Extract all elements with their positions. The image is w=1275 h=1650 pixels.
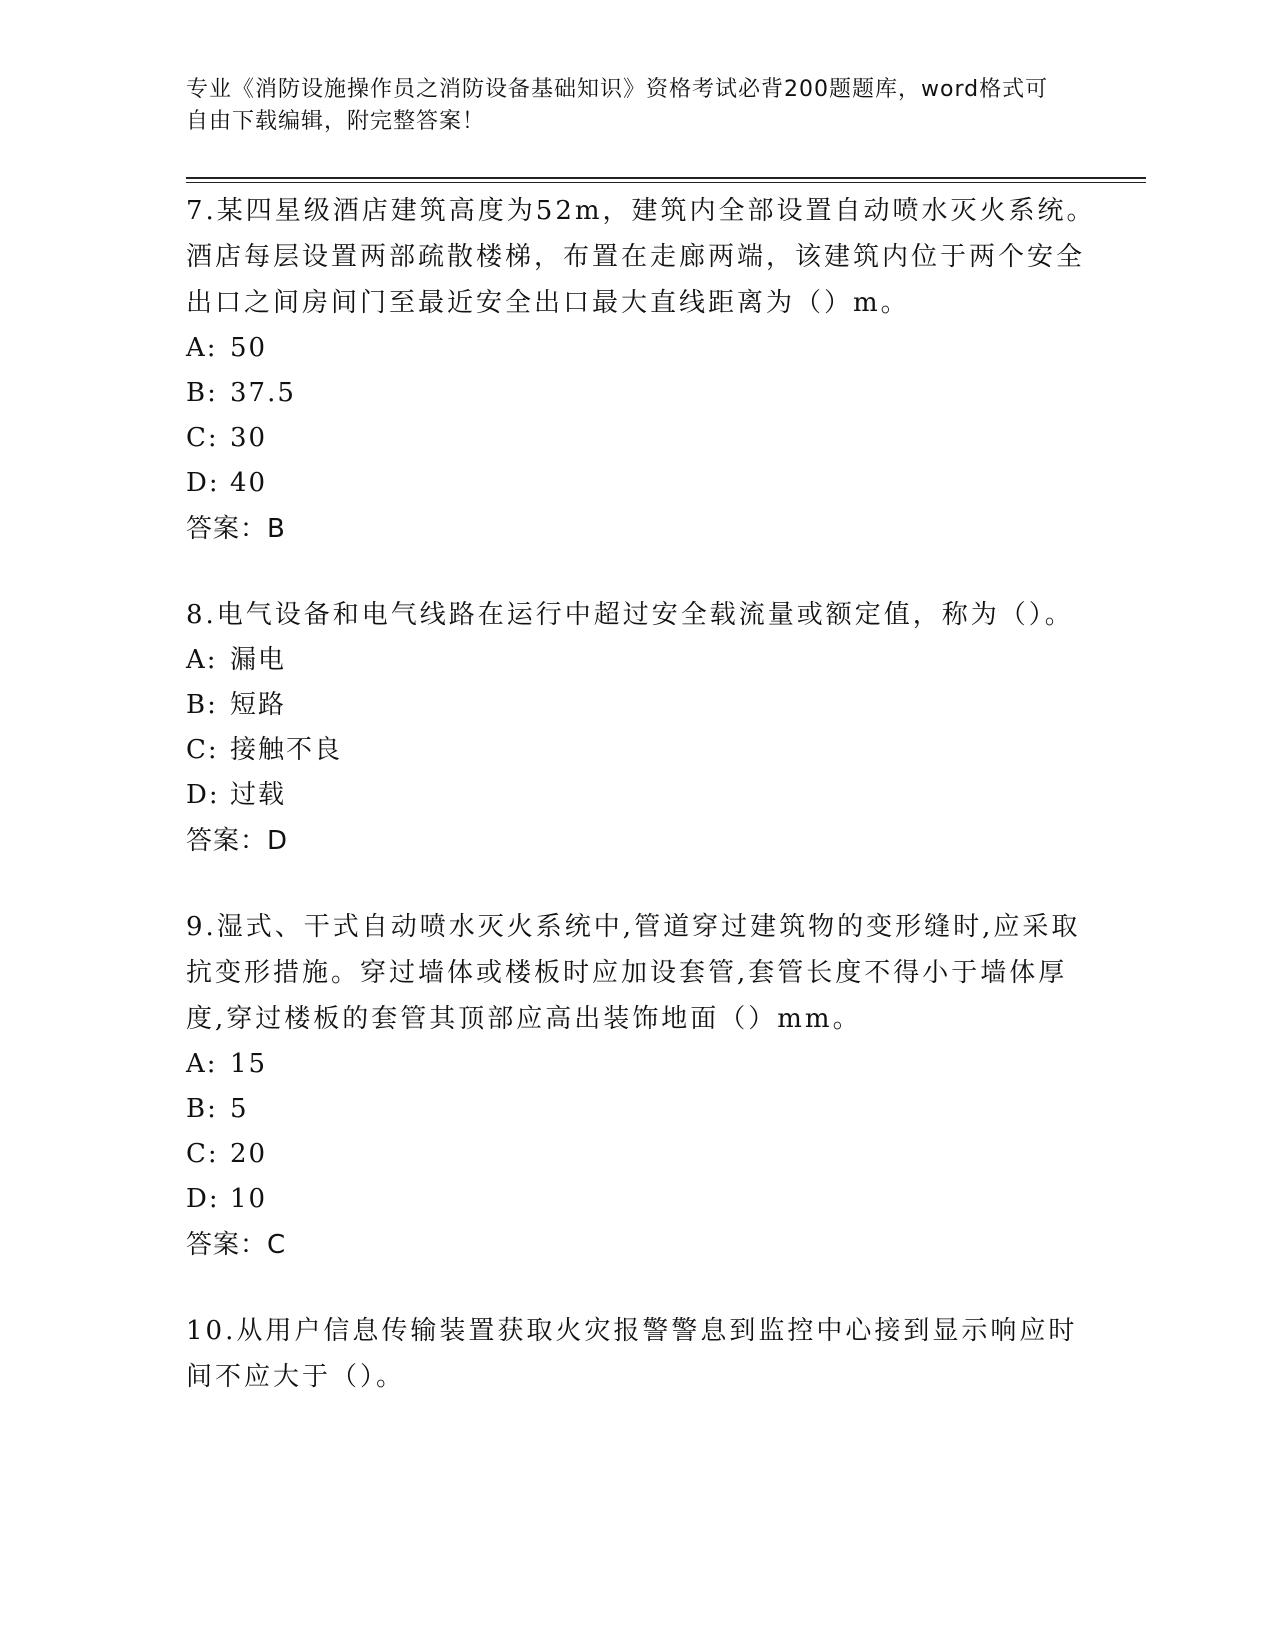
option-b	[186, 683, 1106, 728]
question-list	[186, 188, 1106, 1440]
option-b	[186, 1087, 1106, 1132]
answer-line: 答案：B	[186, 514, 286, 544]
option-b	[186, 371, 1106, 416]
header-divider-thin	[186, 182, 1146, 183]
option-text: 5	[230, 1094, 249, 1124]
option-c	[186, 728, 1106, 773]
option-text: 漏电	[230, 645, 287, 675]
option-text: 40	[230, 468, 268, 498]
option-text: 接触不良	[230, 735, 343, 765]
question-7	[186, 188, 1106, 552]
option-c	[186, 1132, 1106, 1177]
option-d	[186, 773, 1106, 818]
option-text: 15	[230, 1049, 268, 1079]
option-letter: A:	[186, 1049, 218, 1079]
answer-line: 答案：C	[186, 1230, 287, 1260]
option-c	[186, 416, 1106, 461]
document-header	[186, 74, 1066, 138]
option-d	[186, 1177, 1106, 1222]
option-letter: B:	[186, 690, 218, 720]
option-letter: A:	[186, 645, 218, 675]
question-stem: 9.湿式、干式自动喷水灭火系统中,管道穿过建筑物的变形缝时,应采取抗变形措施。穿过墙体或楼板时应加设套管,套管长度不得小于墙体厚度,穿过楼板的套管其顶部应高出装饰地面（）mm。	[186, 912, 1081, 1034]
header-text: 专业《消防设施操作员之消防设备基础知识》资格考试必背200题题库，word格式可自由下载编辑，附完整答案！	[186, 77, 1049, 134]
option-a	[186, 1042, 1106, 1087]
option-letter: D:	[186, 1184, 220, 1214]
option-letter: B:	[186, 1094, 218, 1124]
option-letter: D:	[186, 780, 220, 810]
option-letter: D:	[186, 468, 220, 498]
question-9	[186, 904, 1106, 1268]
option-d	[186, 461, 1106, 506]
option-text: 20	[230, 1139, 268, 1169]
option-text: 10	[230, 1184, 268, 1214]
header-divider-thick	[186, 177, 1146, 179]
option-text: 37.5	[230, 378, 296, 408]
option-text: 50	[230, 333, 268, 363]
option-letter: A:	[186, 333, 218, 363]
question-10	[186, 1308, 1106, 1400]
question-stem: 7.某四星级酒店建筑高度为52m，建筑内全部设置自动喷水灭火系统。酒店每层设置两部疏散楼梯，布置在走廊两端，该建筑内位于两个安全出口之间房间门至最近安全出口最大直线距离为（）m。	[186, 196, 1096, 318]
option-a	[186, 326, 1106, 371]
option-letter: B:	[186, 378, 218, 408]
option-letter: C:	[186, 735, 219, 765]
answer-line: 答案：D	[186, 826, 289, 856]
option-a	[186, 638, 1106, 683]
option-text: 过载	[230, 780, 287, 810]
question-stem: 10.从用户信息传输装置获取火灾报警警息到监控中心接到显示响应时间不应大于（）。	[186, 1316, 1078, 1392]
question-stem: 8.电气设备和电气线路在运行中超过安全载流量或额定值，称为（）。	[186, 600, 1074, 630]
question-8	[186, 592, 1106, 864]
option-letter: C:	[186, 1139, 219, 1169]
option-text: 短路	[230, 690, 287, 720]
option-text: 30	[230, 423, 268, 453]
option-letter: C:	[186, 423, 219, 453]
